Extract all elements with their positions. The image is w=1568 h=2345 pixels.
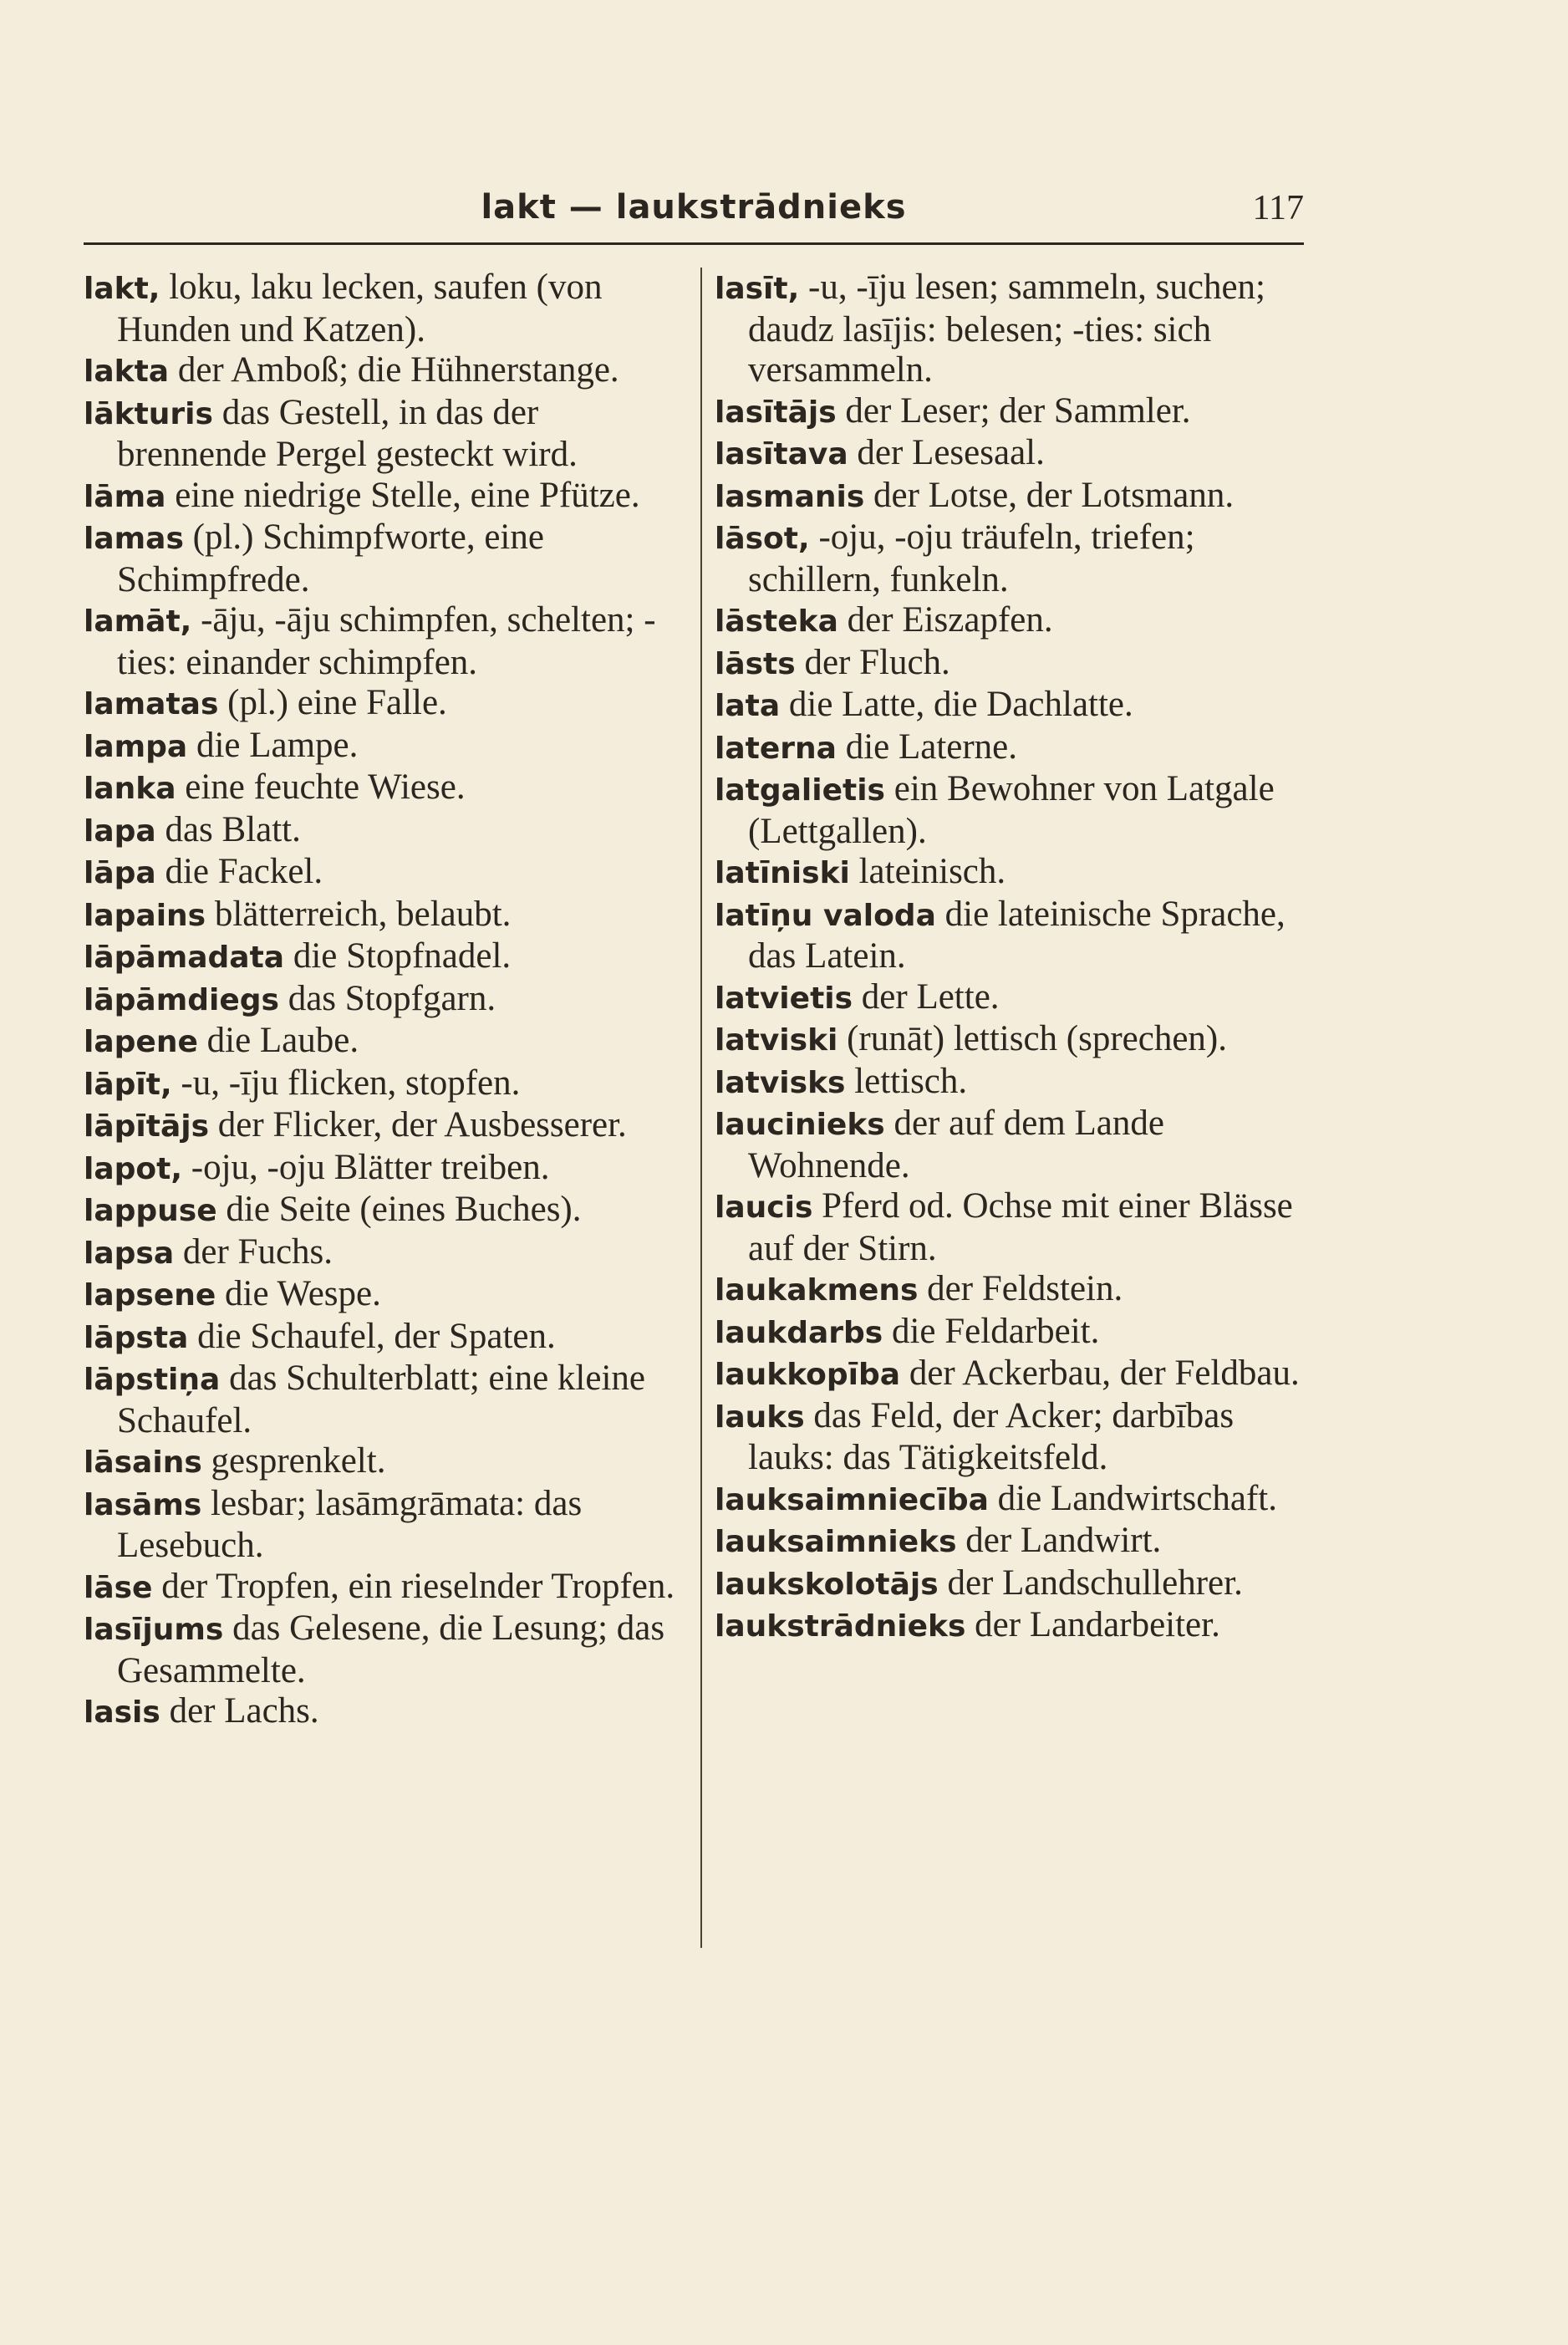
entry-definition: der Eiszapfen. — [837, 600, 1053, 640]
entry-headword: lāpāmdiegs — [84, 982, 279, 1017]
entry-definition: lettisch. — [845, 1061, 968, 1101]
entry-headword: lāpītājs — [84, 1109, 210, 1144]
entry-headword: lasījums — [84, 1613, 224, 1647]
entry-definition: blätterreich, belaubt. — [206, 894, 512, 934]
entry-definition: der Flicker, der Ausbesserer. — [209, 1105, 627, 1144]
entry-definition: die Fackel. — [155, 852, 323, 891]
entry-definition: -āju, -āju schimpfen, schelten; -ties: einander schimpfen. — [117, 600, 656, 682]
dictionary-entry — [84, 350, 685, 393]
entry-definition: -oju, -oju Blätter treiben. — [182, 1147, 550, 1187]
dictionary-entry — [84, 936, 685, 979]
entry-headword: lapsa — [84, 1236, 175, 1271]
entry-definition: die Stopfnadel. — [284, 936, 512, 976]
entry-definition: gesprenkelt. — [201, 1441, 386, 1481]
dictionary-entry — [84, 852, 685, 895]
entry-headword: lāse — [84, 1570, 153, 1605]
entry-definition: die Seite (eines Buches). — [216, 1190, 582, 1229]
dictionary-entry — [715, 1062, 1316, 1104]
entry-headword: lāpāmadata — [84, 941, 285, 975]
left-column — [84, 268, 685, 1734]
entry-headword: latviski — [715, 1023, 838, 1058]
entry-headword: laukskolotājs — [715, 1567, 939, 1602]
dictionary-entry — [84, 517, 685, 600]
dictionary-entry — [84, 600, 685, 683]
dictionary-entry — [715, 895, 1316, 977]
running-head: lakt — laukstrādnieks — [481, 188, 907, 227]
entry-headword: lasīt, — [715, 272, 800, 306]
entry-headword: lāsteka — [715, 604, 838, 639]
dictionary-entry — [715, 476, 1316, 518]
dictionary-entry — [84, 1190, 685, 1232]
entry-headword: lauksaimniecība — [715, 1482, 989, 1517]
dictionary-entry — [84, 268, 685, 350]
dictionary-entry — [84, 767, 685, 810]
entry-definition: -u, -īju flicken, stopfen. — [171, 1063, 521, 1103]
entry-definition: der Tropfen, ein rieselnder Tropfen. — [152, 1566, 675, 1606]
dictionary-entry — [715, 852, 1316, 895]
entry-headword: lasītava — [715, 437, 848, 472]
entry-definition: der Lette. — [853, 976, 1000, 1017]
entry-definition: die Latte, die Dachlatte. — [780, 685, 1133, 724]
dictionary-entry — [715, 1605, 1316, 1648]
entry-headword: lamatas — [84, 687, 219, 721]
entry-definition: das Blatt. — [155, 809, 301, 849]
entry-headword: lapot, — [84, 1151, 183, 1186]
dictionary-entry — [84, 979, 685, 1022]
dictionary-entry — [84, 1021, 685, 1063]
dictionary-entry — [715, 391, 1316, 434]
entry-definition: -oju, -oju träufeln, triefen; schillern, funkeln. — [748, 517, 1195, 599]
entry-definition: der auf dem Lande Wohnende. — [748, 1104, 1164, 1185]
dictionary-entry — [715, 1396, 1316, 1479]
dictionary-entry — [715, 1563, 1316, 1606]
dictionary-entry — [715, 1104, 1316, 1186]
dictionary-entry — [715, 1479, 1316, 1522]
dictionary-entry — [715, 727, 1316, 770]
entry-definition: die Schaufel, der Spaten. — [188, 1316, 556, 1356]
entry-headword: lāpstiņa — [84, 1363, 221, 1397]
entry-definition: der Fuchs. — [174, 1231, 333, 1272]
dictionary-entry — [84, 1359, 685, 1441]
dictionary-entry — [84, 1063, 685, 1106]
entry-definition: das Gelesene, die Lesung; das Gesammelte. — [117, 1608, 665, 1690]
entry-headword: laucinieks — [715, 1108, 885, 1142]
entry-definition: lateinisch. — [849, 852, 1006, 891]
entry-headword: lasis — [84, 1695, 160, 1730]
entry-headword: lapene — [84, 1025, 198, 1059]
entry-headword: lāpīt, — [84, 1067, 172, 1102]
entry-definition: der Lotse, der Lotsmann. — [864, 475, 1235, 515]
dictionary-entry — [715, 1186, 1316, 1269]
entry-headword: lapsene — [84, 1278, 216, 1313]
page-header — [84, 188, 1304, 238]
dictionary-entry — [84, 1232, 685, 1275]
entry-definition: der Lachs. — [160, 1691, 319, 1731]
dictionary-entry — [715, 268, 1316, 391]
entry-headword: lakt, — [84, 272, 160, 306]
entry-headword: lata — [715, 689, 781, 723]
entry-headword: lapa — [84, 813, 156, 849]
dictionary-entry — [715, 433, 1316, 476]
entry-definition: eine feuchte Wiese. — [176, 767, 466, 807]
dictionary-entry — [84, 683, 685, 726]
entry-headword: latgalietis — [715, 773, 885, 808]
entry-headword: lāsot, — [715, 522, 810, 556]
entry-definition: die Feldarbeit. — [883, 1311, 1100, 1351]
entry-headword: laukakmens — [715, 1273, 919, 1308]
entry-definition: die lateinische Sprache, das Latein. — [748, 894, 1285, 976]
entry-definition: die Laterne. — [836, 726, 1018, 767]
dictionary-entry — [84, 726, 685, 768]
dictionary-entry — [715, 600, 1316, 643]
page-number: 117 — [1252, 189, 1304, 227]
entry-definition: der Landwirt. — [956, 1521, 1162, 1560]
entry-definition: -u, -īju lesen; sammeln, suchen; daudz lasījis: belesen; -ties: sich versammeln. — [748, 268, 1265, 390]
entry-headword: lauksaimnieks — [715, 1525, 957, 1559]
entry-definition: der Landschullehrer. — [938, 1562, 1243, 1603]
dictionary-entry — [84, 1608, 685, 1691]
entry-headword: lapains — [84, 898, 206, 933]
entry-definition: der Amboß; die Hühnerstange. — [169, 350, 619, 390]
dictionary-entry — [715, 517, 1316, 600]
entry-headword: lāsains — [84, 1445, 202, 1480]
dictionary-entry — [84, 1567, 685, 1609]
header-rule — [84, 242, 1304, 245]
entry-headword: lamāt, — [84, 604, 192, 639]
entry-definition: die Wespe. — [216, 1274, 381, 1313]
entry-definition: lesbar; lasāmgrāmata: das Lesebuch. — [117, 1483, 583, 1565]
entry-headword: lauks — [715, 1399, 805, 1435]
entry-headword: lāpsta — [84, 1320, 189, 1355]
entry-headword: lakta — [84, 354, 170, 389]
column-divider — [700, 268, 702, 1948]
entry-definition: der Ackerbau, der Feldbau. — [900, 1353, 1300, 1393]
dictionary-entry — [84, 476, 685, 518]
entry-headword: lamas — [84, 522, 184, 556]
entry-headword: lasmanis — [715, 479, 865, 514]
entry-definition: loku, laku lecken, saufen (von Hunden und Katzen). — [117, 268, 603, 349]
entry-headword: lāpa — [84, 856, 156, 890]
entry-definition: der Leser; der Sammler. — [836, 390, 1191, 431]
entry-definition: (pl.) eine Falle. — [218, 683, 447, 722]
entry-headword: laucis — [715, 1190, 813, 1225]
dictionary-entry — [715, 1353, 1316, 1396]
entry-headword: laterna — [715, 731, 837, 766]
entry-headword: latīņu valoda — [715, 898, 936, 933]
entry-definition: die Laube. — [197, 1021, 359, 1060]
dictionary-entry — [715, 769, 1316, 852]
dictionary-entry — [84, 1441, 685, 1484]
entry-headword: lāsts — [715, 646, 796, 681]
dictionary-entry — [84, 1274, 685, 1317]
entry-headword: latvisks — [715, 1065, 846, 1100]
dictionary-entry — [84, 1691, 685, 1734]
entry-headword: lasītājs — [715, 395, 837, 430]
entry-definition: Pferd od. Ochse mit einer Blässe auf der Stirn. — [748, 1186, 1293, 1268]
dictionary-entry — [715, 685, 1316, 727]
dictionary-entry — [84, 1105, 685, 1148]
dictionary-entry — [715, 1521, 1316, 1563]
dictionary-entry — [715, 1019, 1316, 1062]
entry-definition: das Gestell, in das der brennende Pergel gesteckt wird. — [117, 392, 578, 474]
entry-definition: das Feld, der Acker; darbības lauks: das Tätigkeitsfeld. — [748, 1395, 1235, 1477]
dictionary-entry — [715, 643, 1316, 686]
dictionary-entry — [84, 895, 685, 937]
dictionary-entry — [84, 1317, 685, 1359]
dictionary-entry — [715, 1312, 1316, 1354]
entry-definition: der Landarbeiter. — [965, 1605, 1220, 1644]
dictionary-entry — [715, 977, 1316, 1020]
dictionary-entry — [84, 810, 685, 853]
entry-definition: die Landwirtschaft. — [988, 1478, 1277, 1518]
entry-definition: das Stopfgarn. — [278, 978, 496, 1018]
dictionary-entry — [84, 393, 685, 476]
dictionary-entry — [715, 1269, 1316, 1312]
entry-headword: lanka — [84, 772, 176, 806]
entry-definition: ein Bewohner von Latgale (Lettgallen). — [748, 769, 1275, 851]
entry-headword: lampa — [84, 729, 188, 764]
entry-headword: lappuse — [84, 1194, 217, 1228]
entry-definition: eine niedrige Stelle, eine Pfütze. — [165, 475, 640, 515]
right-column — [715, 268, 1316, 1648]
entry-headword: lasāms — [84, 1487, 202, 1522]
entry-definition: der Fluch. — [795, 642, 950, 682]
dictionary-entry — [84, 1484, 685, 1567]
entry-headword: laukkopība — [715, 1358, 901, 1392]
entry-headword: lāma — [84, 479, 166, 514]
dictionary-entry — [84, 1148, 685, 1190]
entry-headword: latvietis — [715, 981, 853, 1016]
entry-definition: der Feldstein. — [918, 1269, 1123, 1308]
entry-headword: laukstrādnieks — [715, 1609, 966, 1644]
entry-headword: laukdarbs — [715, 1315, 883, 1350]
entry-headword: latīniski — [715, 856, 850, 890]
entry-definition: die Lampe. — [187, 725, 359, 765]
entry-definition: das Schulterblatt; eine kleine Schaufel. — [117, 1359, 645, 1440]
entry-definition: der Lesesaal. — [848, 433, 1045, 472]
entry-headword: lākturis — [84, 396, 213, 431]
entry-definition: (runāt) lettisch (sprechen). — [837, 1019, 1227, 1058]
entry-definition: (pl.) Schimpfworte, eine Schimpfrede. — [117, 517, 544, 599]
